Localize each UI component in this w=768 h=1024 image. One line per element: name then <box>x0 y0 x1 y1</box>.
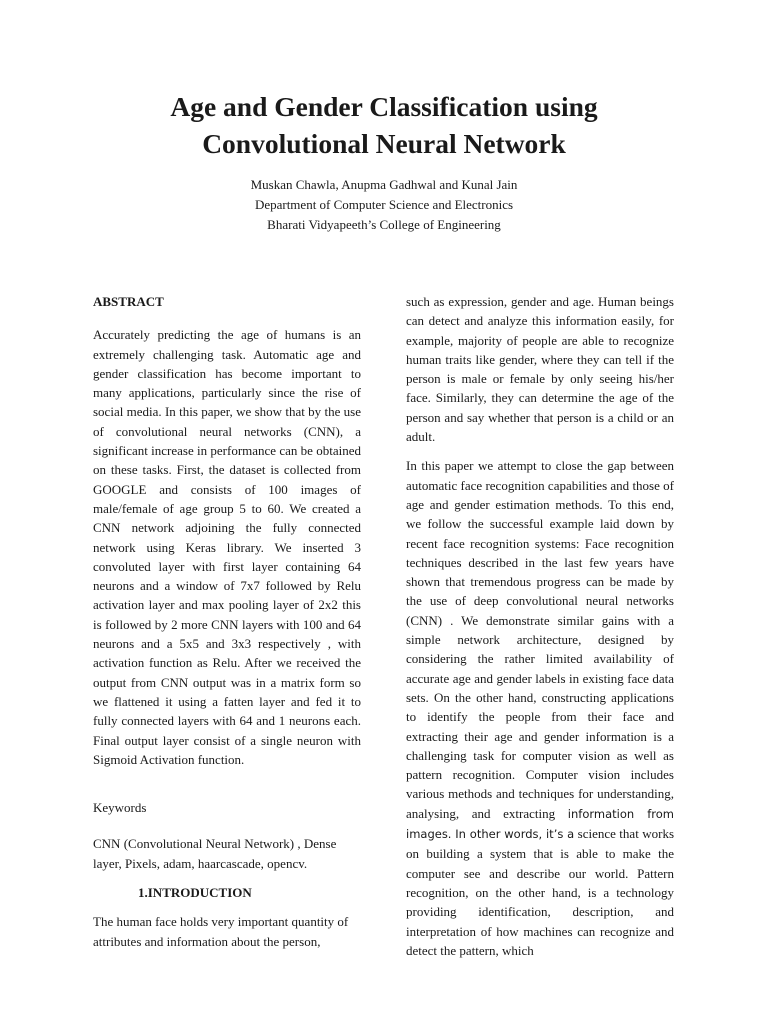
keywords-text: CNN (Convolutional Neural Network) , Dense layer, Pixels, adam, haarcascade, opencv. <box>93 836 337 871</box>
left-column <box>93 292 361 951</box>
introduction-paragraph-2 <box>406 456 674 960</box>
author-department: Department of Computer Science and Electronics <box>254 197 514 212</box>
title-line-1: Age and Gender Classification using <box>170 91 598 122</box>
author-names: Muskan Chawla, Anupma Gadhwal and Kunal Jain <box>250 177 518 192</box>
abstract-text: Accurately predicting the age of humans is an extremely challenging task. Automatic age and gender classification has become important to many applications, particularly since the rise of social media. In this paper, we show that by the use of convolutional neural networks (CNN), a significant increase in performance can be obtained on these tasks. First, the dataset is collected from GOOGLE and consists of 100 images of male/female of age group 5 to 60. We created a CNN network adjoining the fully connected network using Keras library. We inserted 3 convoluted layer with first layer containing 64 neurons and a window of 7x7 followed by Relu activation layer and max pooling layer of 2x2 this is followed by 2 more CNN layers with 100 and 64 neurons and a 5x5 and 3x3 respectively , with activation function as Relu. After we received the output from CNN output was in a matrix form so we flattened it using a fatten layer and fed it to fully connected layers with 64 and 1 neurons each. Final output layer consist of a single neuron with Sigmoid Activation function. <box>93 327 361 767</box>
introduction-heading: 1.INTRODUCTION <box>138 885 252 901</box>
introduction-paragraph-1-continued: such as expression, gender and age. Human beings can detect and analyze this information easily, for example, majority of people are able to recognize human traits like gender, where they can tell if the person is male or female by only seeing his/her face. Similarly, they can determine the age of the person and say whether that person is a child or an adult. <box>406 294 674 445</box>
title-line-2: Convolutional Neural Network <box>202 128 566 159</box>
right-column <box>406 292 674 960</box>
introduction-paragraph-2-part-a: In this paper we attempt to close the gap between automatic face recognition capabilities and those of age and gender estimation methods. To this end, we follow the successful example laid down by recent face recognition systems: Face recognition techniques described in the last few years have shown that tremendous progress can be made by the use of deep convolutional neural networks (CNN) . We demonstrate similar gains with a simple network architecture, designed by considering the rather limited availability of accurate age and gender labels in existing face data sets. On the other hand, constructing applications to identify the people from their face and extracting their age and gender information is a challenging task for computer vision as well as pattern recognition. Computer vision includes various methods and techniques for understanding, analysing, and extracting <box>406 458 674 821</box>
author-block <box>60 175 708 235</box>
introduction-paragraph-2-part-b: information from images. In other words, it’s a <box>406 806 674 842</box>
introduction-paragraph-2-part-c: science that works on building a system that is able to make the computer see and describe our world. Pattern recognition, on the other hand, is a technology providing identification, description, and interpretation of how machines can recognize and detect the pattern, which <box>406 826 674 958</box>
keywords-heading: Keywords <box>93 800 147 816</box>
paper-title <box>60 88 708 162</box>
author-institution: Bharati Vidyapeeth’s College of Engineering <box>267 217 501 232</box>
abstract-heading: ABSTRACT <box>93 294 164 309</box>
introduction-paragraph-1: The human face holds very important quantity of attributes and information about the person, <box>93 914 349 949</box>
